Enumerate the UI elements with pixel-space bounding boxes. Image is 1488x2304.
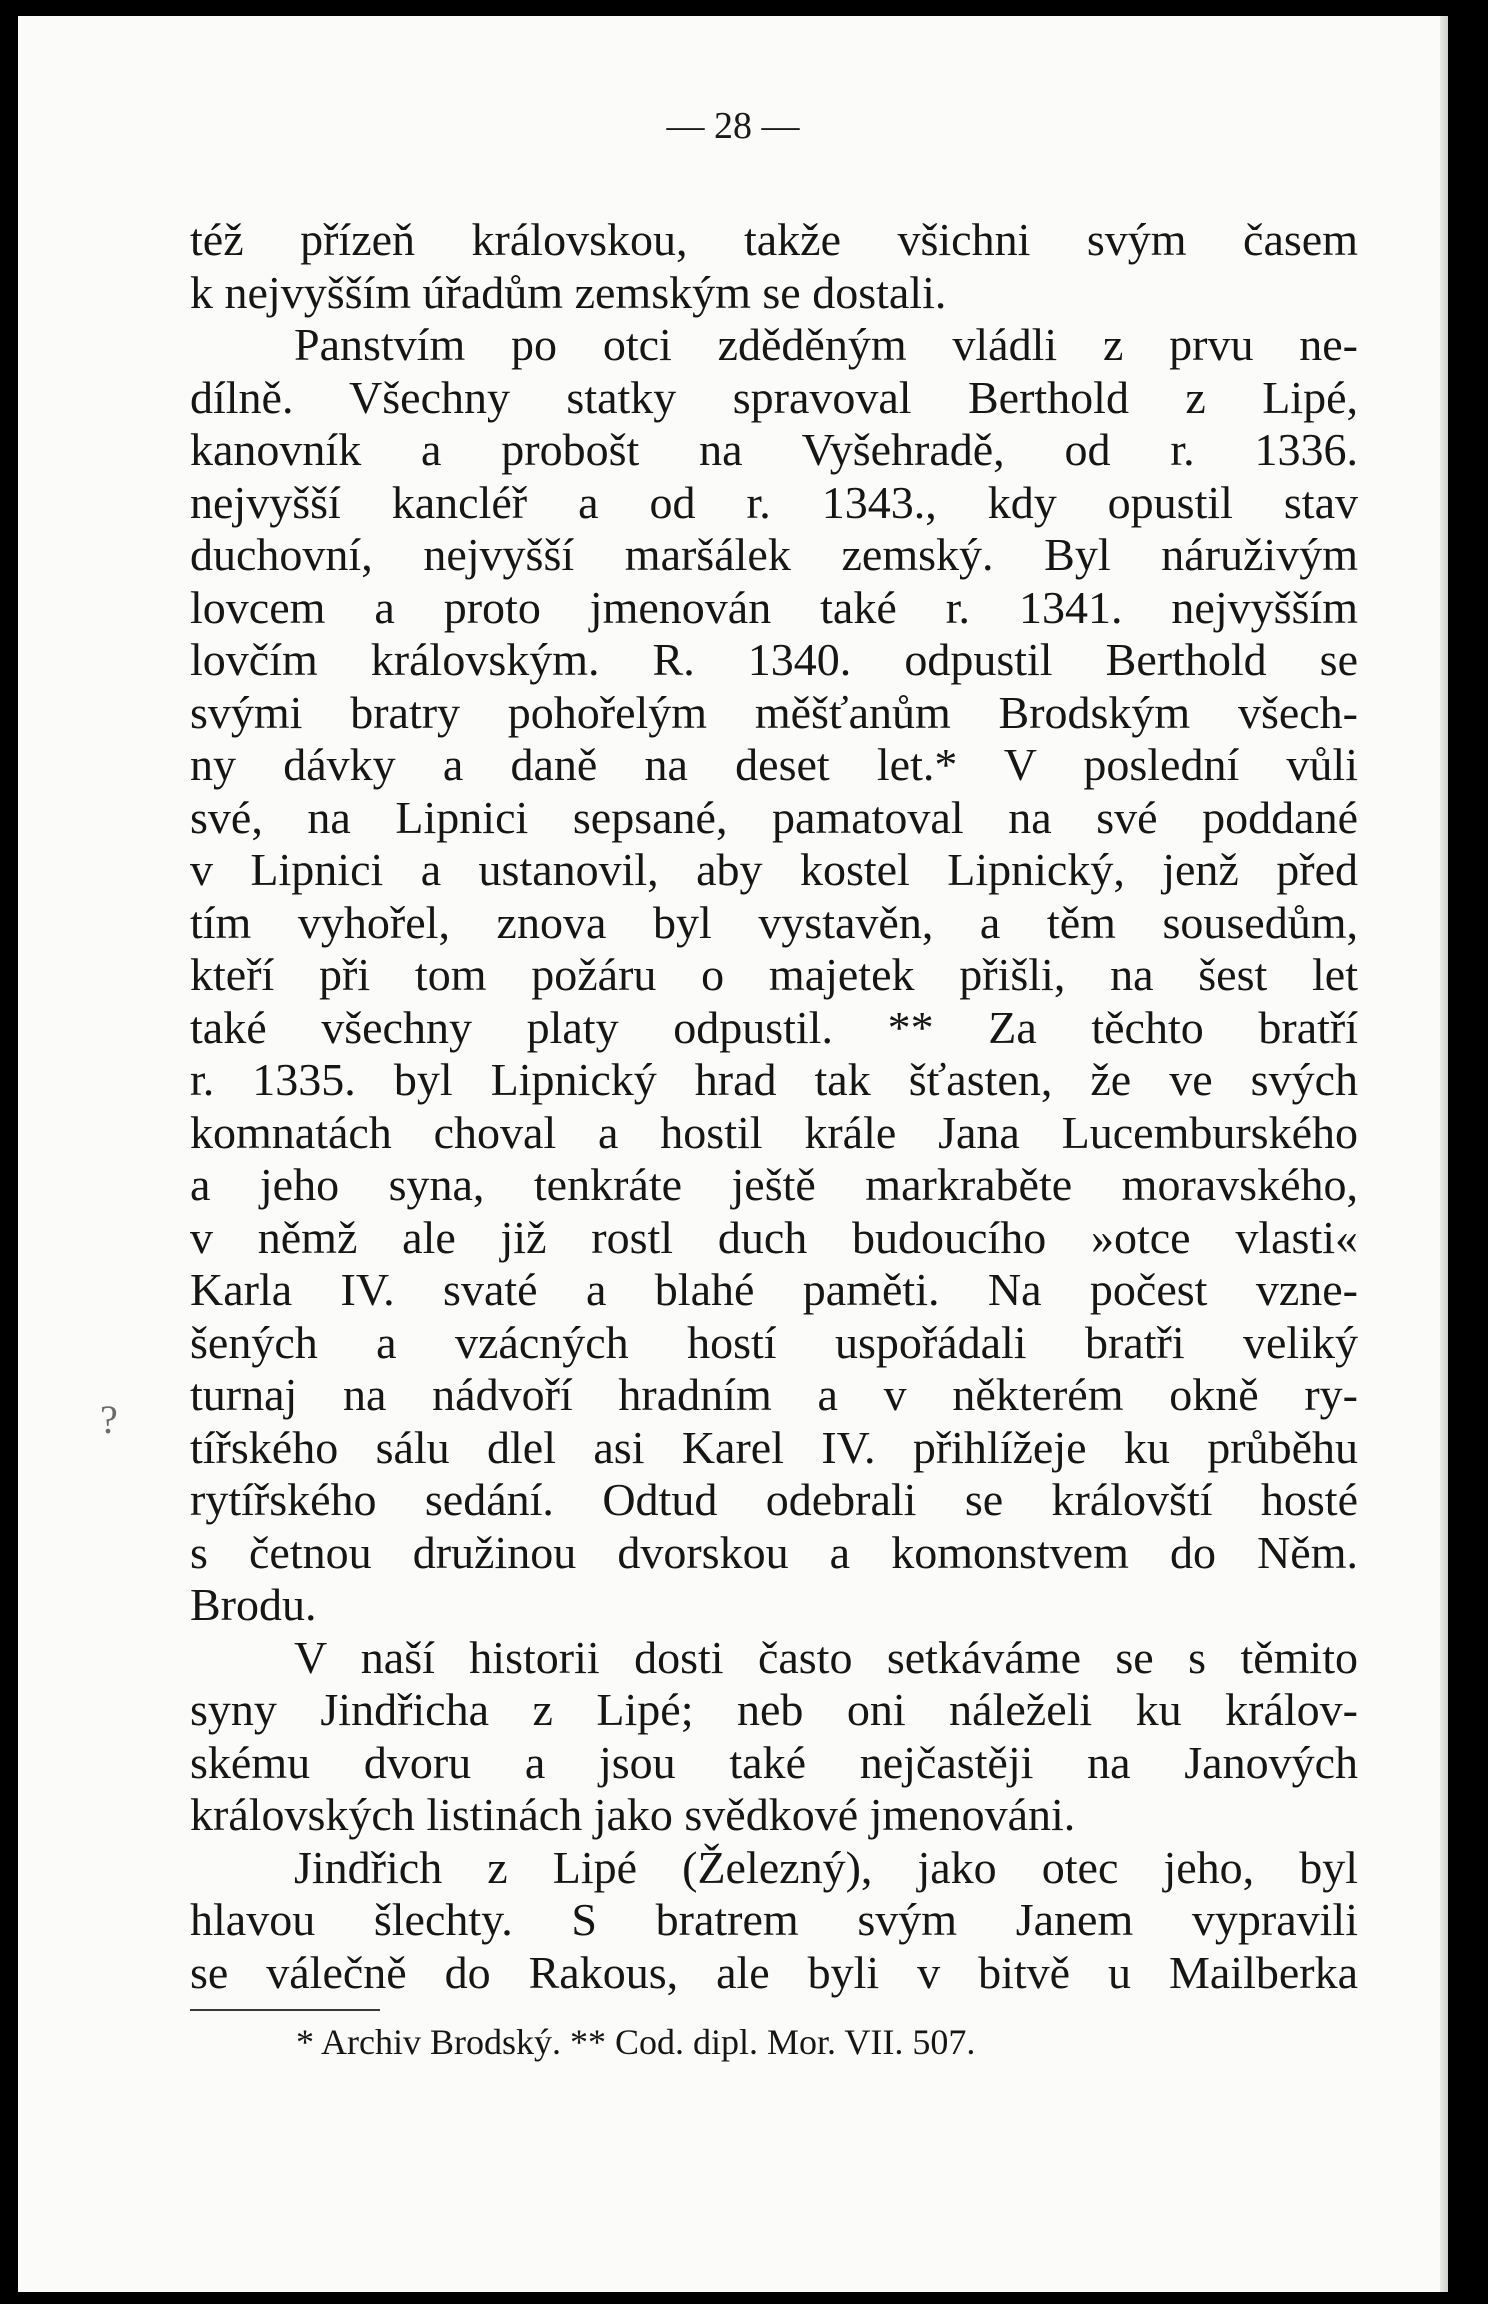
text-line: Brodu. [190,1579,317,1630]
text-line: lovčím královským. R. 1340. odpustil Berthold se [190,634,1358,685]
text-line: hlavou šlechty. S bratrem svým Janem vypravili [190,1894,1358,1945]
text-line: Karla IV. svaté a blahé paměti. Na počest vzne- [190,1264,1358,1315]
text-line: v němž ale již rostl duch budoucího »otce vlasti« [190,1211,1358,1263]
footnote: * Archiv Brodský. ** Cod. dipl. Mor. VII. 507. [296,2022,976,2062]
text-line: Jindřich z Lipé (Železný), jako otec jeho, byl [294,1841,1358,1893]
text-line: kteří při tom požáru o majetek přišli, na šest let [190,949,1358,1000]
page-number: — 28 — [666,105,800,147]
text-line: tířského sálu dlel asi Karel IV. přihlížeje ku průběhu [190,1421,1358,1473]
text-line: svými bratry pohořelým měšťanům Brodským všech- [190,686,1358,738]
text-line: lovcem a proto jmenován také r. 1341. nejvyšším [190,581,1358,633]
text-line: r. 1335. byl Lipnický hrad tak šťasten, že ve svých [190,1054,1358,1105]
page-edge-shadow [1440,16,1448,2292]
text-line: komnatách choval a hostil krále Jana Lucemburského [190,1106,1358,1158]
text-line: skému dvoru a jsou také nejčastěji na Janových [190,1736,1358,1788]
text-line: V naší historii dosti často setkáváme se s těmito [294,1631,1358,1683]
text-line: dílně. Všechny statky spravoval Berthold z Lipé, [190,371,1358,423]
text-line: duchovní, nejvyšší maršálek zemský. Byl náruživým [190,529,1358,580]
text-line: v Lipnici a ustanovil, aby kostel Lipnický, jenž před [190,844,1358,895]
text-line: také všechny platy odpustil. ** Za těchto bratří [190,1001,1358,1053]
margin-pencil-mark: ? [100,1397,118,1442]
text-line: a jeho syna, tenkráte ještě markraběte moravského, [190,1159,1358,1210]
body-text [190,214,1358,1999]
text-line: ny dávky a daně na deset let.* V poslední vůli [190,739,1358,790]
text-line: rytířského sedání. Odtud odebrali se královští hosté [190,1474,1358,1525]
text-line: nejvyšší kancléř a od r. 1343., kdy opustil stav [190,476,1358,528]
text-line: s četnou družinou dvorskou a komonstvem do Něm. [190,1526,1358,1578]
text-line: se válečně do Rakous, ale byli v bitvě u Mailberka [190,1946,1358,1998]
text-line: též přízeň královskou, takže všichni svým časem [190,214,1358,265]
text-line: turnaj na nádvoří hradním a v některém okně ry- [190,1369,1358,1420]
text-line: Panstvím po otci zděděným vládli z prvu ne- [294,319,1358,370]
text-line: k nejvyšším úřadům zemským se dostali. [190,266,947,318]
book-page [18,16,1448,2292]
footnote-divider [190,2009,380,2011]
text-line: královských listinách jako svědkové jmenováni. [190,1789,1076,1840]
text-line: své, na Lipnici sepsané, pamatoval na své poddané [190,791,1358,843]
text-line: kanovník a probošt na Vyšehradě, od r. 1336. [190,424,1358,475]
text-line: tím vyhořel, znova byl vystavěn, a těm sousedům, [190,896,1358,948]
text-line: šených a vzácných hostí uspořádali bratři veliký [190,1316,1358,1368]
text-line: syny Jindřicha z Lipé; neb oni náleželi ku králov- [190,1684,1358,1735]
